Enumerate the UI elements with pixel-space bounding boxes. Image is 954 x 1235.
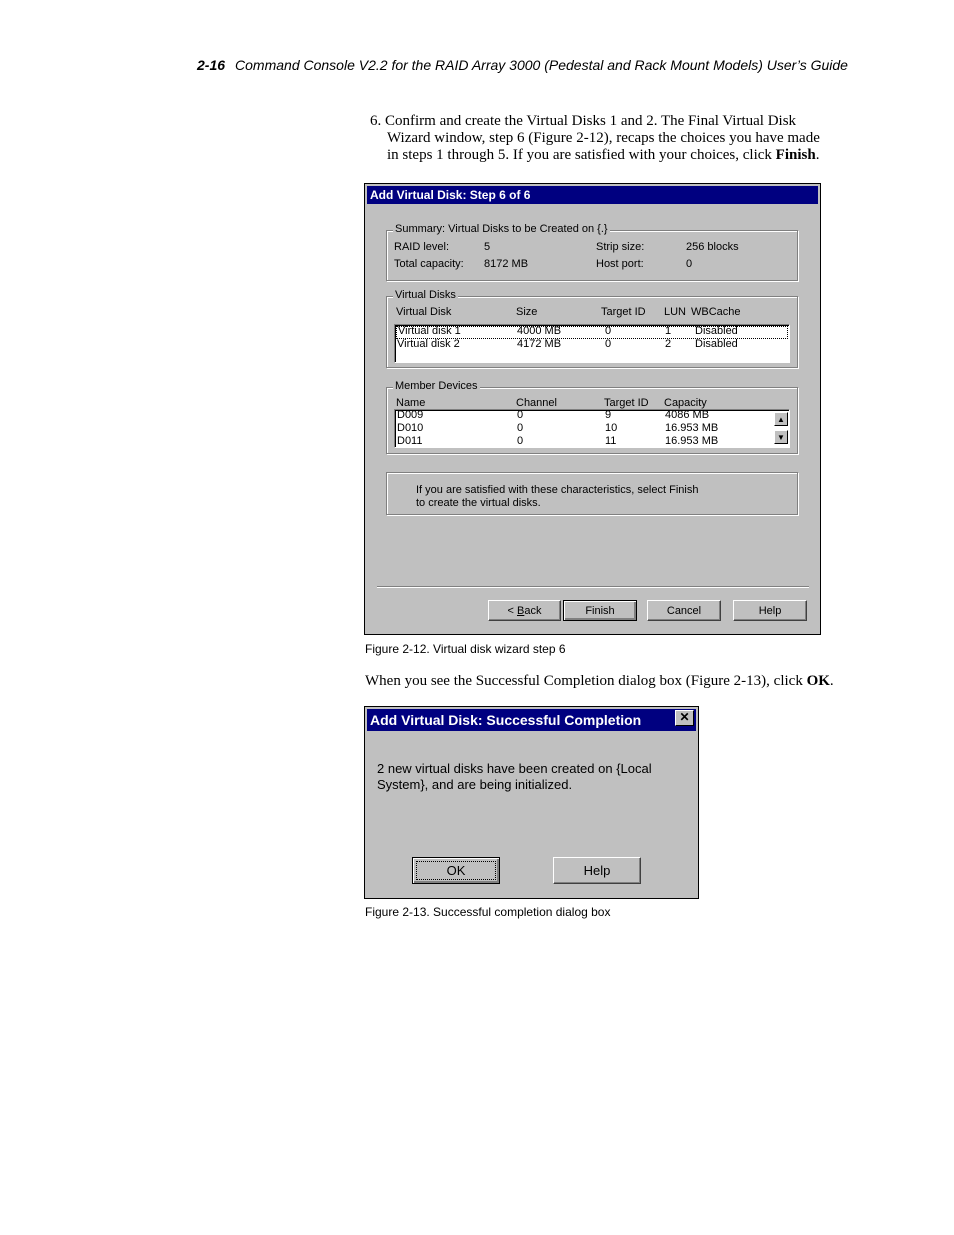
md-col-channel: Channel	[516, 397, 557, 409]
step6-line1: 6. Confirm and create the Virtual Disks 1 and 2. The Final Virtual Disk	[370, 113, 797, 129]
wizard-dialog	[364, 183, 821, 635]
raid-level-value: 5	[484, 241, 491, 253]
figure-caption-2: Figure 2-13. Successful completion dialog box	[365, 905, 611, 919]
completion-paragraph: When you see the Successful Completion dialog box (Figure 2-13), click OK.	[365, 673, 834, 689]
page-header	[197, 57, 848, 73]
strip-size-value: 256 blocks	[686, 241, 739, 253]
help-button[interactable]: Help	[733, 600, 807, 621]
success-message-line1: 2 new virtual disks have been created on {Local	[377, 761, 652, 776]
vd2-target: 0	[605, 338, 612, 350]
vd1-name: Virtual disk 1	[398, 325, 461, 337]
vd-col-name: Virtual Disk	[396, 306, 452, 318]
md2-capacity: 16.953 MB	[665, 422, 719, 434]
guide-title: Command Console V2.2 for the RAID Array 3000 (Pedestal and Rack Mount Models) User’s Guide	[235, 57, 848, 73]
md1-channel: 0	[517, 409, 524, 421]
virtual-disks-group	[386, 289, 798, 368]
vd-col-size: Size	[516, 306, 538, 318]
figure-caption-1: Figure 2-12. Virtual disk wizard step 6	[365, 642, 566, 656]
success-message-line2: System}, and are being initialized.	[377, 777, 573, 792]
member-devices-group	[386, 380, 798, 454]
ok-label: OK	[416, 861, 496, 880]
success-titlebar[interactable]: Add Virtual Disk: Successful Completion	[367, 709, 696, 731]
info-box	[386, 472, 798, 515]
vd-col-wbcache: WBCache	[691, 306, 741, 318]
member-devices-list[interactable]	[394, 409, 790, 448]
md-col-name: Name	[396, 397, 426, 409]
member-devices-label: Member Devices	[395, 380, 478, 392]
vd1-target: 0	[605, 325, 612, 337]
back-button[interactable]: < Back	[488, 600, 561, 621]
md1-name: D009	[397, 409, 424, 421]
vd1-size: 4000 MB	[517, 325, 562, 337]
host-port-label: Host port:	[596, 258, 644, 270]
total-capacity-label: Total capacity:	[394, 258, 464, 270]
finish-button[interactable]: Finish	[563, 600, 637, 621]
info-line1: If you are satisfied with these characteristics, select Finish	[416, 484, 699, 496]
md3-name: D011	[397, 435, 423, 447]
vd2-size: 4172 MB	[517, 338, 562, 350]
md-col-capacity: Capacity	[664, 397, 707, 409]
vd1-lun: 1	[665, 325, 672, 337]
md2-channel: 0	[517, 422, 524, 434]
table-row[interactable]	[397, 338, 787, 351]
vd1-wbcache: Disabled	[695, 325, 738, 337]
host-port-value: 0	[686, 258, 693, 270]
cancel-button[interactable]: Cancel	[647, 600, 721, 621]
md3-target: 11	[605, 435, 617, 447]
md3-channel: 0	[517, 435, 524, 447]
wizard-titlebar[interactable]: Add Virtual Disk: Step 6 of 6	[367, 186, 818, 204]
md1-capacity: 4086 MB	[665, 409, 710, 421]
md3-capacity: 16.953 MB	[665, 435, 719, 447]
summary-group	[386, 223, 798, 281]
strip-size-label: Strip size:	[596, 241, 645, 253]
close-icon[interactable]: ✕	[675, 710, 694, 726]
step6-line3: in steps 1 through 5. If you are satisfied with your choices, click Finish.	[387, 147, 820, 163]
virtual-disks-list[interactable]	[394, 324, 790, 363]
separator	[377, 586, 809, 588]
step6-paragraph	[370, 113, 850, 164]
raid-level-label: RAID level:	[394, 241, 450, 253]
ok-button[interactable]	[412, 857, 500, 884]
step6-line2: Wizard window, step 6 (Figure 2-12), recaps the choices you have made	[387, 130, 820, 146]
success-dialog	[364, 706, 699, 899]
scroll-up-arrow-icon[interactable]: ▲	[774, 412, 788, 426]
md1-target: 9	[605, 409, 612, 421]
info-line2: to create the virtual disks.	[416, 497, 541, 509]
scroll-down-arrow-icon[interactable]: ▼	[774, 430, 788, 444]
summary-label: Summary: Virtual Disks to be Created on {.}	[395, 223, 608, 235]
page-number: 2-16	[197, 57, 226, 73]
total-capacity-value: 8172 MB	[484, 258, 529, 270]
vd-col-target: Target ID	[601, 306, 646, 318]
vd-col-lun: LUN	[664, 306, 687, 318]
virtual-disks-label: Virtual Disks	[395, 289, 456, 301]
vd2-name: Virtual disk 2	[397, 338, 460, 350]
dialog-help-button[interactable]: Help	[553, 857, 641, 884]
md2-target: 10	[605, 422, 618, 434]
md-col-target: Target ID	[604, 397, 649, 409]
md2-name: D010	[397, 422, 424, 434]
vd2-wbcache: Disabled	[695, 338, 738, 350]
vd2-lun: 2	[665, 338, 672, 350]
